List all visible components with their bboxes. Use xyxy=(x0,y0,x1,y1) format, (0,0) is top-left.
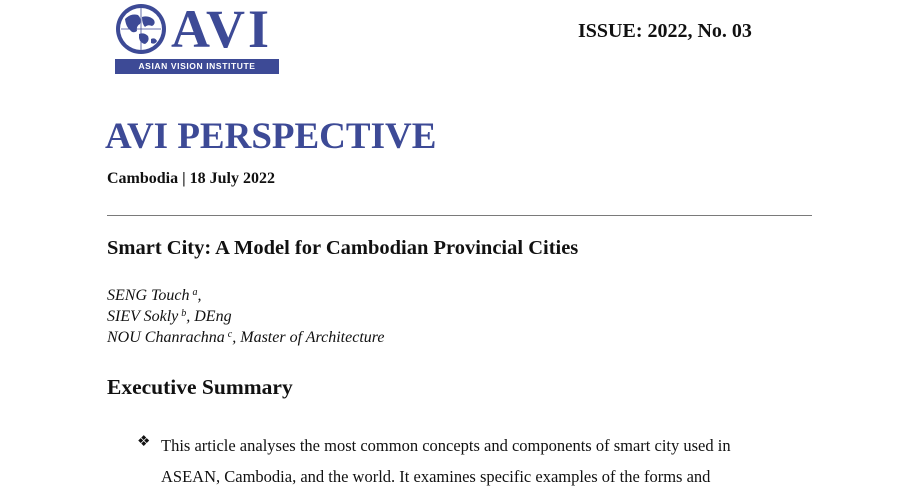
author-affiliation: a xyxy=(192,287,198,298)
summary-line: This article analyses the most common concepts and components of smart city used in xyxy=(161,436,731,455)
author-affiliation: c xyxy=(227,329,233,340)
author-line xyxy=(107,285,385,306)
globe-icon xyxy=(115,3,167,55)
author-affiliation: b xyxy=(181,308,187,319)
summary-line: ASEAN, Cambodia, and the world. It examines specific examples of the forms and xyxy=(161,467,711,486)
logo-letters: AVI xyxy=(171,0,273,59)
author-suffix: , xyxy=(197,287,202,304)
author-suffix: , DEng xyxy=(186,308,232,325)
executive-summary-heading: Executive Summary xyxy=(107,375,293,399)
divider xyxy=(107,215,812,216)
author-name: NOU Chanrachna xyxy=(107,329,225,346)
author-suffix: , Master of Architecture xyxy=(232,329,385,346)
summary-bullet-text xyxy=(161,430,801,492)
logo-tagline: ASIAN VISION INSTITUTE xyxy=(115,59,279,74)
article-title: Smart City: A Model for Cambodian Provincial Cities xyxy=(107,237,579,259)
author-line xyxy=(107,327,385,348)
country-date: Cambodia | 18 July 2022 xyxy=(107,170,275,187)
author-name: SIEV Sokly xyxy=(107,308,179,325)
series-title: AVI PERSPECTIVE xyxy=(105,116,437,157)
issue-number: ISSUE: 2022, No. 03 xyxy=(578,20,752,42)
diamond-bullet-icon: ❖ xyxy=(137,432,151,450)
author-list xyxy=(107,285,385,348)
avi-logo xyxy=(115,0,279,75)
author-line xyxy=(107,306,385,327)
author-name: SENG Touch xyxy=(107,287,190,304)
